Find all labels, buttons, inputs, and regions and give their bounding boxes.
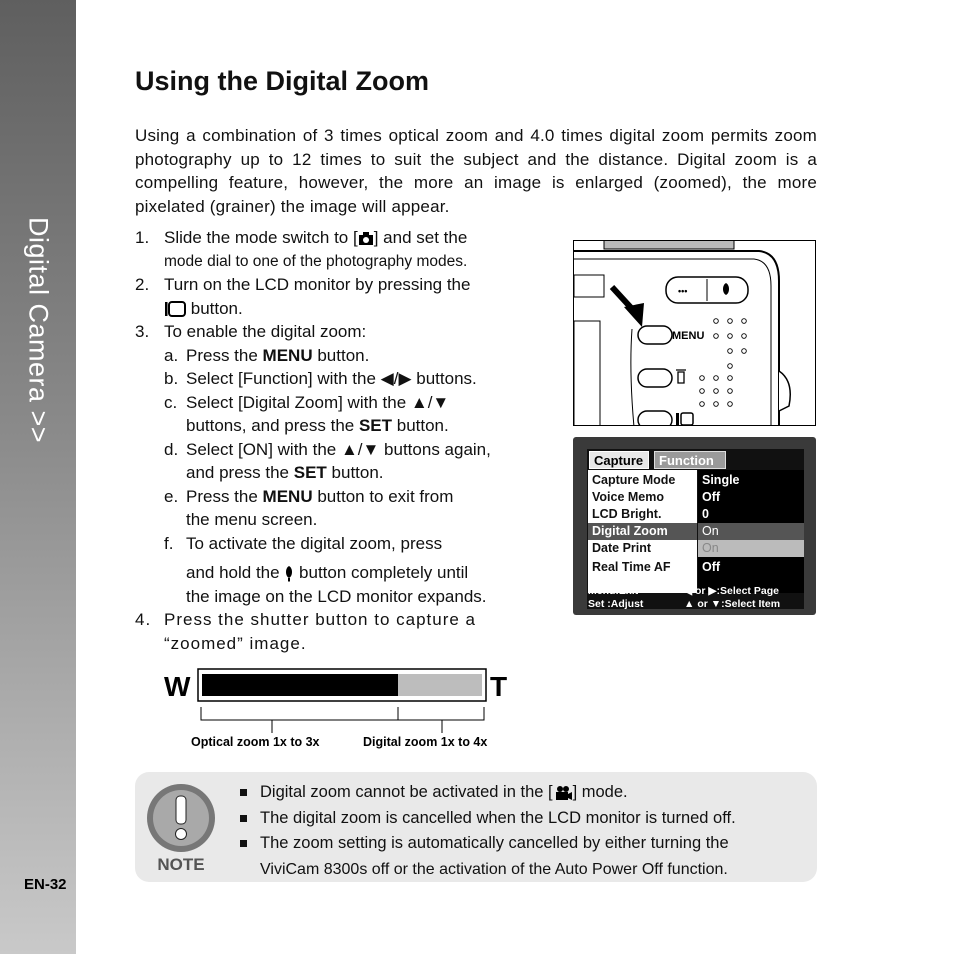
menu-values <box>698 470 804 593</box>
note-item: The digital zoom is cancelled when the LCD monitor is turned off. <box>240 806 814 832</box>
tele-label: T <box>490 671 508 702</box>
step-2: 2. Turn on the LCD monitor by pressing the button. <box>135 275 471 318</box>
speaker-holes <box>700 319 747 407</box>
lcd-monitor-icon <box>164 301 186 317</box>
menu-item: Real Time AF <box>592 560 671 574</box>
steps-list <box>135 226 535 655</box>
strap-loop <box>779 371 790 411</box>
optical-zoom-label: Optical zoom 1x to 3x <box>191 735 320 749</box>
lcd-button <box>638 411 672 426</box>
menu-value: Single <box>702 473 740 487</box>
menu-label: MENU <box>672 330 705 342</box>
delete-button <box>638 369 672 387</box>
sidebar <box>0 0 76 954</box>
page-number: EN-32 <box>24 876 67 893</box>
button-panel-edge <box>631 329 634 426</box>
camera-back-illustration <box>573 240 816 426</box>
menu-value: Off <box>702 490 721 504</box>
step-3b: b. Select [Function] with the ◀/▶ buttons. <box>164 369 477 388</box>
menu-button <box>638 326 672 344</box>
tab-function: Function <box>654 451 726 469</box>
step-3e: e. Press the MENU button to exit from the menu screen. <box>164 486 454 529</box>
step-3f: f. To activate the digital zoom, press <box>164 533 443 553</box>
step-4: 4. Press the shutter button to capture a “zoomed” image. <box>135 610 476 653</box>
movie-mode-icon <box>553 785 573 801</box>
right-arrow-icon: ▶ <box>705 585 717 597</box>
lcd-screen-edge <box>574 321 600 426</box>
exclamation-mark-icon <box>176 796 186 824</box>
up-down-arrow-icon: ▲/▼ <box>410 392 450 412</box>
menu-item: Date Print <box>592 541 652 555</box>
footer-select-item: ▲ or ▼:Select Item <box>684 598 781 610</box>
step-number: 1. <box>135 228 150 247</box>
zoom-range-bracket <box>201 707 484 720</box>
exclamation-dot <box>176 829 187 840</box>
trash-icon <box>676 370 686 383</box>
menu-items <box>588 470 697 593</box>
page-title: Using the Digital Zoom <box>135 66 429 96</box>
lcd-menu <box>587 449 804 609</box>
pointer-arrow-head <box>624 303 644 327</box>
wide-icon: ••• <box>678 286 688 296</box>
shutter-ridge <box>604 241 734 249</box>
lcd-icon-bar <box>676 413 679 425</box>
step-3d: d. Select [ON] with the ▲/▼ buttons again, and press the SET button. <box>164 439 491 482</box>
menu-item: LCD Bright. <box>592 507 662 521</box>
note-list <box>240 780 814 882</box>
section-title: Digital Camera >> <box>23 216 54 444</box>
menu-item-selected: Digital Zoom <box>588 523 697 540</box>
step-3: 3. To enable the digital zoom: a. Press the MENU button. b. Select [Function] with the ◀/▶ buttons. c. Select [Digital Zoom] with the ▲/▼ buttons, and press the SET button. d. Select [ON] with the ▲/▼ buttons again, and press the SET button. e. Press the MENU button to exit from the menu screen. f. To activate the digital zoom, press and hold the button completely until the image on the LCD monitor expands. <box>135 320 535 608</box>
menu-item: Voice Memo <box>592 490 665 504</box>
footer-set-adjust: Set :Adjust <box>588 598 644 610</box>
camera-mode-icon <box>358 231 374 246</box>
left-right-arrow-icon: ◀/▶ <box>380 369 412 388</box>
lcd-menu-screenshot <box>573 437 816 615</box>
tab-capture: Capture <box>589 451 649 469</box>
menu-value: 0 <box>702 507 709 521</box>
optical-zoom-segment <box>202 674 398 696</box>
camera-drawing <box>574 241 816 426</box>
digital-zoom-label: Digital zoom 1x to 4x <box>363 735 488 749</box>
zoom-tele-icon <box>284 565 294 582</box>
lcd-icon <box>681 413 693 425</box>
menu-value: On <box>698 540 804 557</box>
note-label: NOTE <box>157 855 205 874</box>
step-1: 1. Slide the mode switch to [ ] and set the mode dial to one of the photography modes. <box>135 228 468 270</box>
up-down-arrow-icon: ▲/▼ <box>340 439 380 459</box>
step-3a: a. Press the MENU button. <box>164 345 370 365</box>
up-arrow-icon: ▲ <box>684 598 698 610</box>
footer-menu-exit: Menu:Exit <box>588 585 639 597</box>
menu-item: Capture Mode <box>592 473 676 487</box>
note-item: The zoom setting is automatically cancelled by either turning the ViviCam 8300s off or the activation of the Auto Power Off function. <box>240 831 814 882</box>
footer-select-page: ◀ or ▶:Select Page <box>684 585 779 597</box>
menu-value: Off <box>702 560 721 574</box>
left-arrow-icon: ◀ <box>684 585 695 597</box>
viewfinder <box>574 275 604 297</box>
intro-paragraph: Using a combination of 3 times optical zoom and 4.0 times digital zoom permits zoom photography up to 12 times to suit the subject and the distance. Digital zoom is a compelling feature, however, the more an image is enlarged (zoomed), the more pixelated (grainer) the image will appear. <box>135 126 817 216</box>
step-3c: c. Select [Digital Zoom] with the ▲/▼ buttons, and press the SET button. <box>164 392 450 435</box>
zoom-bar-diagram <box>164 664 524 754</box>
note-icon <box>143 778 223 878</box>
menu-value-selected: On <box>698 523 804 540</box>
note-item: Digital zoom cannot be activated in the [ ] mode. <box>240 780 814 806</box>
down-arrow-icon: ▼ <box>707 598 722 610</box>
wide-label: W <box>164 671 191 702</box>
